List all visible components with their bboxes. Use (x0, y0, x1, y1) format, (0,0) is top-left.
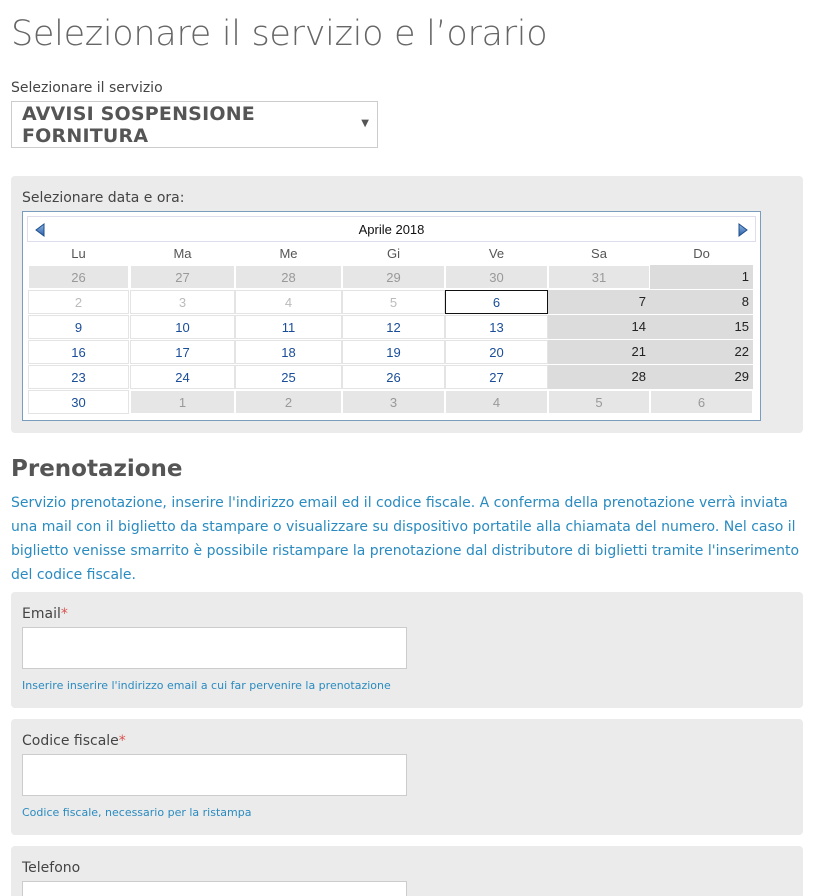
weekday-header: Sa (591, 246, 607, 261)
calendar-day: 28 (235, 265, 342, 289)
email-help: Inserire inserire l'indirizzo email a cui far pervenire la prenotazione (22, 679, 391, 692)
service-selected-value: AVVISI SOSPENSIONE FORNITURA (22, 102, 255, 147)
calendar-day[interactable]: 17 (130, 340, 235, 364)
calendar-day: 31 (548, 265, 650, 289)
calendar-day[interactable]: 23 (28, 365, 129, 389)
calendar-day[interactable]: 11 (235, 315, 342, 339)
calendar-day: 2 (28, 290, 129, 314)
required-marker: * (60, 606, 68, 622)
calendar-day[interactable]: 25 (235, 365, 342, 389)
codice-fiscale-field[interactable] (22, 754, 407, 796)
calendar-day-selected[interactable]: 6 (445, 290, 548, 314)
calendar-day[interactable]: 27 (445, 365, 548, 389)
booking-intro: Servizio prenotazione, inserire l'indirizzo email ed il codice fiscale. A conferma della prenotazione verrà inviata una mail con il biglietto da stampare o visualizzare su dispositivo portatile alla chiamata del numero. Nel caso il biglietto venisse smarrito è possibile ristampare la prenotazione dal distributore di biglietti tramite l'inserimento del codice fiscale. (11, 495, 800, 583)
calendar-day[interactable]: 18 (235, 340, 342, 364)
calendar-day[interactable]: 9 (28, 315, 129, 339)
triangle-right-icon[interactable] (736, 223, 750, 237)
calendar-day: 15 (650, 315, 753, 339)
telefono-field[interactable] (22, 881, 407, 896)
booking-title: Prenotazione (11, 456, 183, 482)
service-select[interactable] (11, 101, 378, 148)
calendar-day: 4 (235, 290, 342, 314)
weekday-header: Ma (173, 246, 192, 261)
calendar-label: Selezionare data e ora: (22, 190, 185, 206)
calendar-day: 3 (130, 290, 235, 314)
weekday-header: Me (279, 246, 298, 261)
calendar-day: 5 (342, 290, 445, 314)
codice-fiscale-help: Codice fiscale, necessario per la ristampa (22, 806, 252, 819)
email-field[interactable] (22, 627, 407, 669)
telefono-panel (11, 846, 803, 896)
email-label: Email* (22, 606, 68, 622)
codice-fiscale-label: Codice fiscale* (22, 733, 126, 749)
calendar-day: 4 (445, 390, 548, 414)
calendar-day[interactable]: 10 (130, 315, 235, 339)
calendar-day[interactable]: 24 (130, 365, 235, 389)
calendar-day: 6 (650, 390, 753, 414)
weekday-header: Ve (488, 246, 505, 261)
weekday-header: Lu (71, 246, 86, 261)
calendar-day: 1 (650, 265, 753, 289)
weekday-header: Gi (387, 246, 400, 261)
calendar-day: 3 (342, 390, 445, 414)
telefono-label: Telefono (22, 860, 81, 876)
calendar (22, 211, 761, 421)
calendar-header (27, 216, 756, 242)
calendar-month: Aprile 2018 (358, 222, 425, 237)
calendar-day: 29 (342, 265, 445, 289)
dropdown-arrow-icon: ▼ (361, 118, 369, 129)
email-panel (11, 592, 803, 708)
calendar-day: 28 (548, 365, 650, 389)
calendar-day: 2 (235, 390, 342, 414)
calendar-day[interactable]: 13 (445, 315, 548, 339)
calendar-day: 26 (28, 265, 129, 289)
calendar-day: 14 (548, 315, 650, 339)
calendar-day: 21 (548, 340, 650, 364)
service-label: Selezionare il servizio (11, 80, 163, 96)
calendar-day[interactable]: 12 (342, 315, 445, 339)
required-marker: * (118, 733, 126, 749)
weekday-header: Do (693, 246, 710, 261)
calendar-day: 7 (548, 290, 650, 314)
calendar-day[interactable]: 19 (342, 340, 445, 364)
calendar-day: 22 (650, 340, 753, 364)
calendar-panel (11, 176, 803, 433)
calendar-day[interactable]: 26 (342, 365, 445, 389)
calendar-day: 8 (650, 290, 753, 314)
calendar-day: 27 (130, 265, 235, 289)
calendar-day[interactable]: 20 (445, 340, 548, 364)
calendar-day: 29 (650, 365, 753, 389)
page-title: Selezionare il servizio e l’orario (11, 14, 548, 54)
calendar-day[interactable]: 30 (28, 390, 129, 414)
calendar-day: 1 (130, 390, 235, 414)
calendar-day: 30 (445, 265, 548, 289)
calendar-day: 5 (548, 390, 650, 414)
codice-fiscale-panel (11, 719, 803, 835)
calendar-day[interactable]: 16 (28, 340, 129, 364)
